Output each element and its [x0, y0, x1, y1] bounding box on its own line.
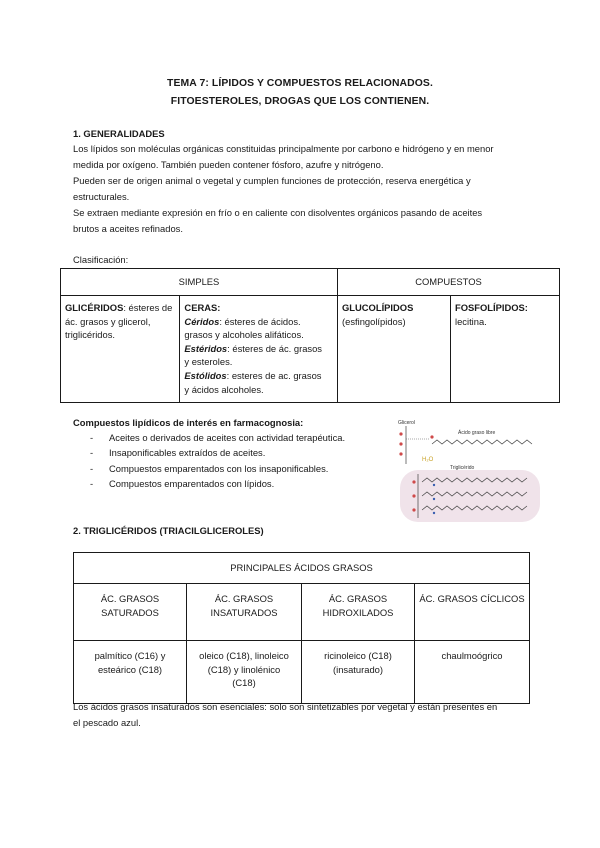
ceras-cell [180, 296, 338, 403]
pharma-list-item: - Compuestos emparentados con lípidos. [73, 476, 345, 491]
gliceridos-text-2: ác. grasos y glicerol, [65, 315, 151, 327]
compuestos-header: COMPUESTOS [338, 269, 560, 296]
oxygen-atom [412, 508, 415, 511]
ceras-name: CERAS: [184, 302, 221, 313]
title-line-2: FITOESTEROLES, DROGAS QUE LOS CONTIENEN. [170, 96, 430, 107]
cyclic-values [415, 641, 530, 704]
unsaturated-value-line-1: oleico (C18), linoleico [199, 650, 289, 661]
hydroxylated-header [302, 584, 415, 641]
title-line-1: TEMA 7: LÍPIDOS Y COMPUESTOS RELACIONADOS. [167, 78, 433, 89]
section-2-footer-line-2: el pescado azul. [73, 717, 141, 728]
saturated-header-line-2: SATURADOS [101, 606, 159, 618]
unsaturated-header-line-1: ÁC. GRASOS [214, 593, 274, 604]
oxygen-atom [399, 432, 402, 435]
esteridos-name: Estéridos [184, 342, 228, 354]
oxygen-atom [412, 494, 415, 497]
simples-header: SIMPLES [61, 269, 338, 296]
fatty-acid-label: Ácido graso libre [458, 430, 496, 436]
free-fatty-acid-chain [432, 440, 532, 444]
water-molecule-icon: H₂O [422, 457, 434, 463]
glucolipidos-cell [338, 296, 451, 403]
hydroxylated-header-line-1: ÁC. GRASOS [328, 593, 388, 604]
unsaturated-value-line-3: (C18) [232, 677, 256, 689]
estolidos-name: Estólidos [184, 369, 227, 381]
gliceridos-text-3: triglicéridos. [65, 329, 116, 341]
fatty-acids-table [73, 552, 530, 704]
cyclic-value-line-1: chaulmoógrico [441, 650, 503, 661]
fosfolipidos-cell [451, 296, 560, 403]
triglyceride-figure [392, 414, 542, 524]
cyclic-header-line-1: ÁC. GRASOS CÍCLICOS [419, 593, 525, 604]
saturated-header-line-1: ÁC. GRASOS [100, 593, 160, 604]
glucolipidos-text: (esfingolípidos) [342, 315, 406, 327]
saturated-value-line-1: palmítico (C16) y [94, 650, 166, 661]
pharma-list-item: - Insaponificables extraídos de aceites. [73, 445, 345, 460]
oxygen-atom [399, 442, 402, 445]
fosfolipidos-text: lecitina. [455, 315, 487, 327]
unsaturated-header-line-2: INSATURADOS [210, 606, 278, 618]
section-1-line-5: Se extraen mediante expresión en frío o en caliente con disolventes orgánicos pasando de aceites [73, 207, 483, 218]
triglyceride-highlight [400, 470, 540, 522]
oxygen-atom [399, 452, 402, 455]
glycerol-label: Glicerol [398, 420, 415, 426]
esteridos-text-1: : ésteres de ác. grasos [227, 342, 322, 354]
saturated-values [74, 641, 187, 704]
section-1-line-2: medida por oxígeno. También pueden contener fósforo, azufre y nitrógeno. [73, 159, 384, 170]
hydroxylated-value-line-2: (insaturado) [332, 663, 384, 675]
pharma-heading: Compuestos lipídicos de interés en farmacognosia: [73, 417, 304, 428]
gliceridos-text-1: : ésteres de [123, 302, 173, 313]
hydroxylated-values [302, 641, 415, 704]
unsaturated-value-line-2: (C18) y linolénico [207, 663, 281, 675]
classification-label: Clasificación: [73, 254, 129, 265]
glycerol-oxygen-atoms [399, 432, 402, 455]
link-atom [433, 512, 435, 514]
fosfolipidos-name: FOSFOLÍPIDOS: [455, 302, 528, 313]
cyclic-header [415, 584, 530, 641]
section-1-line-4: estructurales. [73, 191, 130, 202]
gliceridos-cell [61, 296, 180, 403]
hydroxylated-value-line-1: ricinoleico (C18) [324, 650, 392, 661]
section-1-heading: 1. GENERALIDADES [73, 128, 165, 139]
oxygen-atom [412, 480, 415, 483]
section-2-heading: 2. TRIGLICÉRIDOS (TRIACILGLICEROLES) [73, 525, 264, 536]
hydroxylated-header-line-2: HIDROXILADOS [322, 606, 394, 618]
estolidos-text-2: y ácidos alcoholes. [184, 383, 264, 395]
link-atom [433, 498, 435, 500]
pharma-list-item: - Aceites o derivados de aceites con actividad terapéutica. [73, 430, 345, 445]
gliceridos-name: GLICÉRIDOS [65, 302, 124, 313]
triglyceride-label: Triglicérido [450, 465, 475, 471]
estolidos-text-1: : esteres de ac. grasos [226, 369, 322, 381]
ceridos-name: Céridos [184, 315, 220, 327]
pharma-list [73, 430, 345, 492]
saturated-value-line-2: esteárico (C18) [97, 663, 163, 675]
carboxyl-oxygen [430, 435, 433, 438]
ceridos-text-1: : ésteres de ácidos. [219, 315, 301, 327]
esteridos-text-2: y esteroles. [184, 356, 233, 368]
unsaturated-values [187, 641, 302, 704]
saturated-header [74, 584, 187, 641]
glucolipidos-name: GLUCOLÍPIDOS [342, 302, 414, 313]
section-1-line-1: Los lípidos son moléculas orgánicas constituidas principalmente por carbono e hidrógeno y en menor [73, 143, 494, 154]
section-1-line-3: Pueden ser de origen animal o vegetal y cumplen funciones de protección, reserva energética y [73, 175, 471, 186]
section-1-line-6: brutos a aceites refinados. [73, 223, 183, 234]
pharma-list-item: - Compuestos emparentados con los insaponificables. [73, 461, 345, 476]
section-2-footer-line-1: Los ácidos grasos insaturados son esenciales: solo son sintetizables por vegetal y están presentes en [73, 701, 498, 712]
fatty-acids-table-title: PRINCIPALES ÁCIDOS GRASOS [74, 553, 530, 584]
classification-table [60, 268, 560, 403]
link-atom [433, 484, 435, 486]
ceridos-text-2: grasos y alcoholes alifáticos. [184, 329, 304, 341]
unsaturated-header [187, 584, 302, 641]
